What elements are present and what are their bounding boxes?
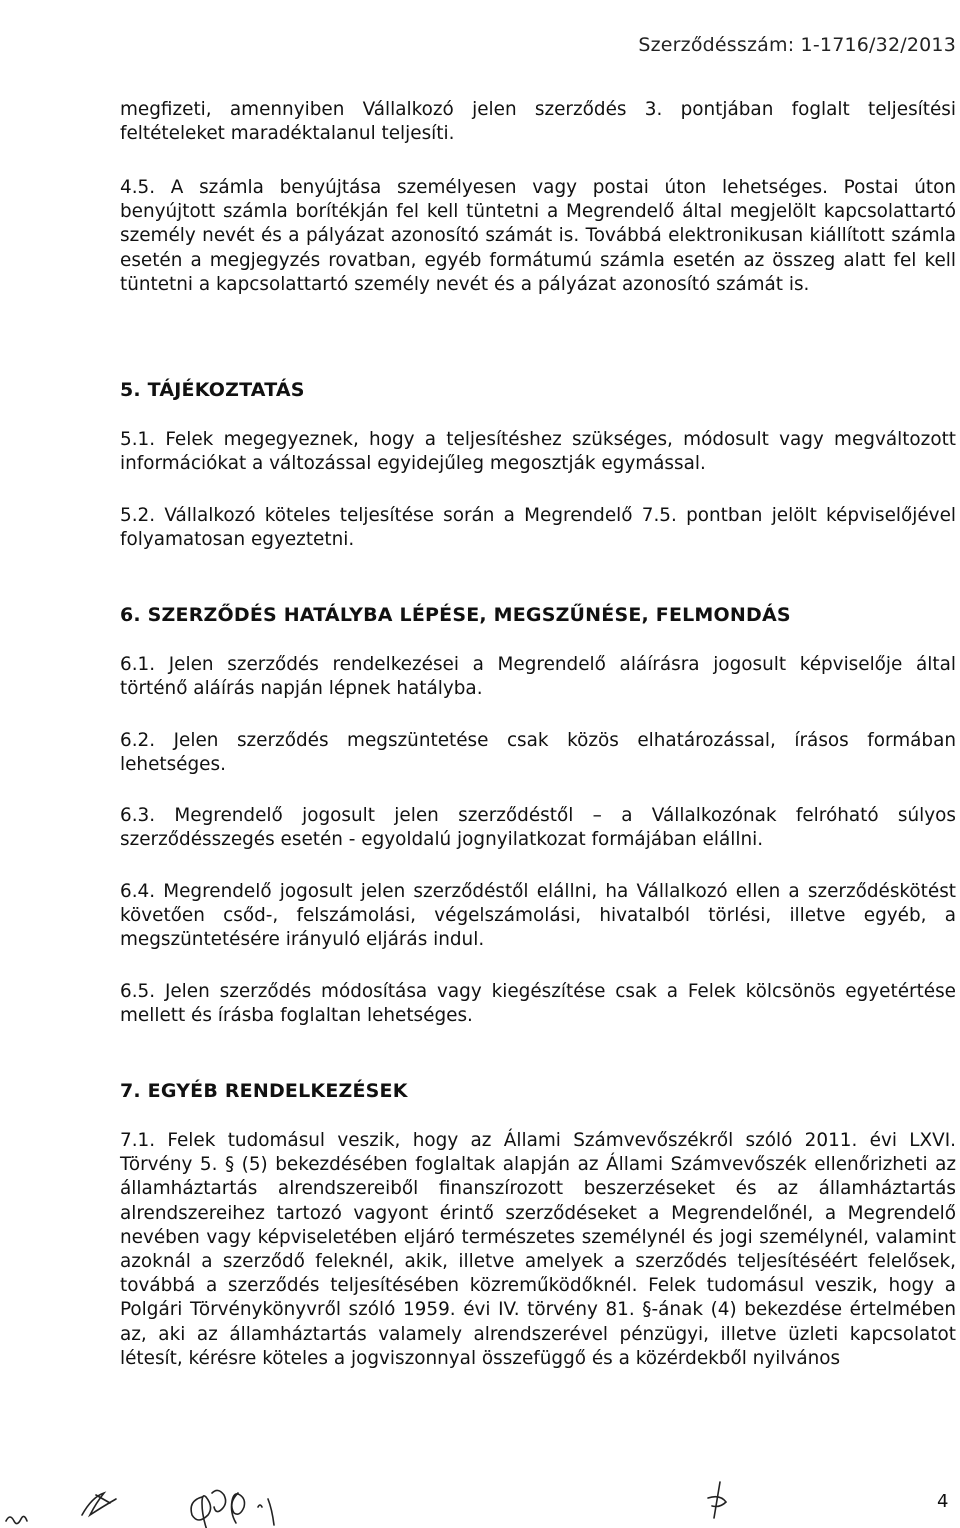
handwritten-initial-mark	[700, 1478, 740, 1522]
paragraph-5-2: 5.2. Vállalkozó köteles teljesítése során a Megrendelő 7.5. pontban jelölt képviselőjével folyamatosan egyeztetni.	[120, 505, 956, 551]
section-6-heading-block	[120, 603, 956, 627]
section-5-1-block	[120, 428, 956, 476]
paragraph-continuation: megfizeti, amennyiben Vállalkozó jelen szerződés 3. pontjában foglalt teljesítési feltételeket maradéktalanul teljesíti.	[120, 99, 956, 145]
paragraph-4-5: 4.5. A számla benyújtása személyesen vagy postai úton lehetséges. Postai úton benyújtott számla borítékján fel kell tüntetni a Megrendelő által megjelölt kapcsolattartó személy nevét és a pályázat azonosító számát is. Továbbá elektronikusan kiállított számla esetén a megjegyzés rovatban, egyéb formátumú számla esetén az összeg alatt fel kell tüntetni a kapcsolattartó személy nevét és a pályázat azonosító számát is.	[120, 177, 956, 295]
contract-number-header: Szerződésszám: 1-1716/32/2013	[638, 34, 956, 56]
paragraph-6-5: 6.5. Jelen szerződés módosítása vagy kiegészítése csak a Felek kölcsönös egyetértése mellett és írásba foglaltan lehetséges.	[120, 981, 956, 1027]
paragraph-continuation-block	[120, 98, 956, 146]
section-heading-5: 5. TÁJÉKOZTATÁS	[120, 379, 305, 401]
section-7-heading-block	[120, 1079, 956, 1103]
paragraph-6-2: 6.2. Jelen szerződés megszüntetése csak közös elhatározással, írásos formában lehetséges.	[120, 730, 956, 776]
section-7-1-block	[120, 1129, 956, 1371]
section-heading-6: 6. SZERZŐDÉS HATÁLYBA LÉPÉSE, MEGSZŰNÉSE, FELMONDÁS	[120, 604, 791, 626]
section-6-5-block	[120, 980, 956, 1028]
section-4-5-block	[120, 176, 956, 297]
section-6-2-block	[120, 729, 956, 777]
page-number: 4	[937, 1491, 949, 1512]
paragraph-5-1: 5.1. Felek megegyeznek, hogy a teljesítéshez szükséges, módosult vagy megváltozott információkat a változással egyidejűleg megosztják egymással.	[120, 429, 956, 475]
section-6-3-block	[120, 804, 956, 852]
section-5-heading-block	[120, 378, 956, 402]
paragraph-7-1: 7.1. Felek tudomásul veszik, hogy az Állami Számvevőszékről szóló 2011. évi LXVI. Törvény 5. § (5) bekezdésében foglaltak alapján az Állami Számvevőszék ellenőrizheti az államháztartás alrendszereiből finanszírozott beszerzéseket és az államháztartás alrendszereihez tartozó vagyont érintő szerződéseket a Megrendelőnél, a Megrendelő nevében vagy képviseletében eljáró természetes személynél és jogi személynél, valamint azoknál a szerződő feleknél, akik, illetve amelyek a szerződés teljesítéséért felelősek, továbbá a szerződés teljesítésében közreműködőknél. Felek tudomásul veszik, hogy a Polgári Törvénykönyvről szóló 1959. évi IV. törvény 81. §-ának (4) bekezdése értelmében az, aki az államháztartás valamely alrendszerével pénzügyi, illetve üzleti kapcsolatot létesít, kérésre köteles a jogviszonnyal összefüggő és a közérdekből nyilvános	[120, 1130, 956, 1369]
section-5-2-block	[120, 504, 956, 552]
paragraph-6-1: 6.1. Jelen szerződés rendelkezései a Megrendelő aláírásra jogosult képviselője által történő aláírás napján lépnek hatályba.	[120, 654, 956, 700]
handwritten-signature-initials	[0, 1455, 360, 1528]
section-heading-7: 7. EGYÉB RENDELKEZÉSEK	[120, 1080, 408, 1102]
paragraph-6-3: 6.3. Megrendelő jogosult jelen szerződéstől – a Vállalkozónak felróható súlyos szerződésszegés esetén - egyoldalú jognyilatkozat formájában elállni.	[120, 805, 956, 851]
section-6-4-block	[120, 880, 956, 953]
paragraph-6-4: 6.4. Megrendelő jogosult jelen szerződéstől elállni, ha Vállalkozó ellen a szerződéskötést követően csőd-, felszámolási, végelszámolási, hivatalból törlési, illetve egyéb, a megszüntetésére irányuló eljárás indul.	[120, 881, 956, 951]
section-6-1-block	[120, 653, 956, 701]
